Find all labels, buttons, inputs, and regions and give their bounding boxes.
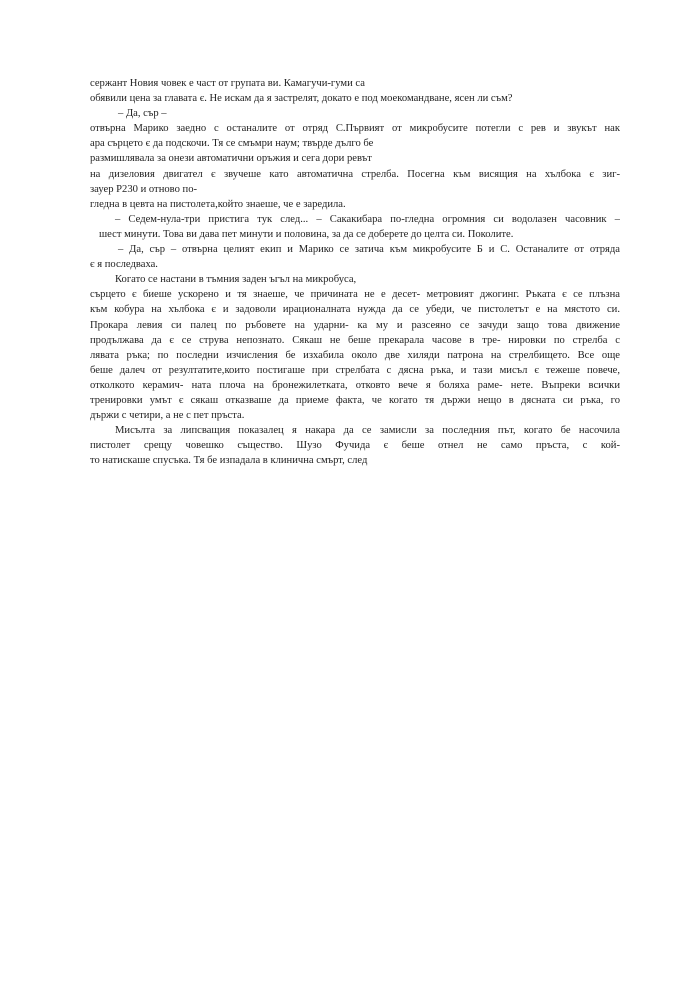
text-line: отколкото керамич- ната плоча на бронежилетката, отковто вече я боляха раме- нете. Въпреки всички: [90, 379, 620, 391]
text-line: тренировки умът є сякаш отказваше да приеме факта, че когато тя държи нещо в дясната си ръка, го: [90, 394, 620, 406]
text-line: към кобура на хълбока є и задоволи ирационалната нужда да се убеди, че пистолетът е на мястото си.: [90, 304, 620, 316]
text-line: шест минути. Това ви дава пет минути и половина, за да се доберете до целта си. Поколите.: [99, 228, 514, 240]
text-line: размишлявала за онези автоматични оръжия и сега дори ревът: [90, 153, 372, 165]
text-line: беше далеч от резултатите,които постигаше при стрелбата с дясна ръка, и тази мисъл є тежеше повече,: [90, 364, 620, 376]
text-line: – Седем-нула-три пристига тук след... – Сакакибара по-гледна огромния си водолазен часовник –: [115, 213, 620, 225]
text-line: гледна в цевта на пистолета,който знаеше, че е заредила.: [90, 198, 346, 210]
text-line: обявили цена за главата є. Не искам да я застрелят, докато е под моекомандване, ясен ли съм?: [90, 93, 513, 105]
text-line: ара сърцето є да подскочи. Тя се смъмри наум; твърде дълго бе: [90, 138, 374, 150]
text-line: лявата ръка; по последни изчисления бе изхабила около две хиляди патрона на стрелбището. Все още: [90, 349, 620, 361]
text-line: – Да, сър – отвърна целият екип и Марико се затича към микробусите Б и С. Останалите от отряда: [118, 244, 620, 256]
text-line: – Да, сър –: [118, 108, 167, 120]
text-line: є я последваха.: [90, 259, 158, 271]
text-line: сержант Новия човек е част от групата ви. Камагучи-гуми са: [90, 78, 365, 89]
text-line: на дизеловия двигател є звучеше като автоматична стрелба. Посегна към висящия на хълбока є зиг-: [90, 168, 620, 180]
text-line: Когато се настани в тъмния заден ъгъл на микробуса,: [115, 274, 357, 286]
text-line: Прокара левия си палец по ръбовете на ударни- ка му и разсеяно се зачуди защо това движение: [90, 319, 620, 331]
text-line: сърцето є биеше ускорено и тя знаеше, че причината не е десет- метровият джогинг. Ръката є се плъзна: [90, 289, 620, 301]
text-line: пистолет срещу човешко същество. Шузо Фучида є беше отнел не само пръста, с кой-: [90, 440, 620, 452]
text-line: зауер P230 и отново по-: [90, 183, 198, 195]
text-line: Мисълта за липсващия показалец я накара да се замисли за последния път, когато бе насочила: [115, 425, 620, 437]
text-line: държи с четири, а не с пет пръста.: [90, 410, 245, 422]
body-text: [90, 76, 620, 468]
text-line: то натискаше спусъка. Тя бе изпадала в клинична смърт, след: [90, 455, 368, 467]
text-line: отвърна Марико заедно с останалите от отряд С.Първият от микробусите потегли с рев и звукът нак: [90, 123, 620, 135]
text-line: продължава да є се струва непознато. Сякаш не беше прекарала часове в тре- нировки по стрелба с: [90, 334, 620, 346]
